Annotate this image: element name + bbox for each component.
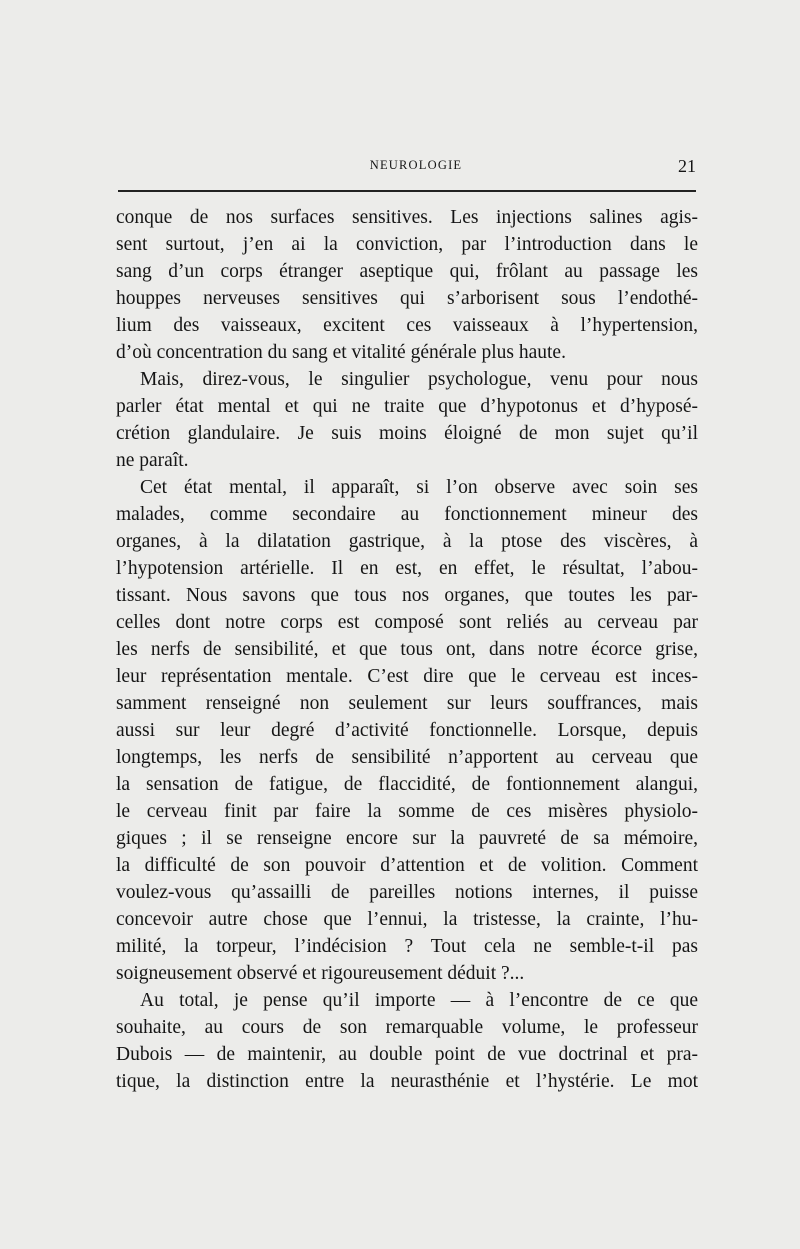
text-line: tique, la distinction entre la neurasthénie et l’hystérie. Le mot bbox=[116, 1071, 698, 1092]
text-line: lium des vaisseaux, excitent ces vaisseaux à l’hypertension, bbox=[116, 315, 698, 336]
text-line: Mais, direz-vous, le singulier psychologue, venu pour nous bbox=[140, 369, 698, 390]
text-line: le cerveau finit par faire la somme de ces misères physiolo- bbox=[116, 801, 698, 822]
page-header bbox=[118, 158, 696, 184]
text-line: l’hypotension artérielle. Il en est, en effet, le résultat, l’abou- bbox=[116, 558, 698, 579]
text-line: leur représentation mentale. C’est dire que le cerveau est inces- bbox=[116, 666, 698, 687]
text-line: la sensation de fatigue, de flaccidité, de fontionnement alangui, bbox=[116, 774, 698, 795]
text-line: ne paraît. bbox=[116, 450, 189, 471]
text-line: Dubois — de maintenir, au double point de vue doctrinal et pra- bbox=[116, 1044, 698, 1065]
text-line: longtemps, les nerfs de sensibilité n’apportent au cerveau que bbox=[116, 747, 698, 768]
text-line: Au total, je pense qu’il importe — à l’encontre de ce que bbox=[140, 990, 698, 1011]
text-line: giques ; il se renseigne encore sur la pauvreté de sa mémoire, bbox=[116, 828, 698, 849]
text-line: les nerfs de sensibilité, et que tous ont, dans notre écorce grise, bbox=[116, 639, 698, 660]
text-line: samment renseigné non seulement sur leurs souffrances, mais bbox=[116, 693, 698, 714]
text-line: aussi sur leur degré d’activité fonctionnelle. Lorsque, depuis bbox=[116, 720, 698, 741]
page-number: 21 bbox=[678, 156, 696, 176]
text-line: Cet état mental, il apparaît, si l’on observe avec soin ses bbox=[140, 477, 698, 498]
text-line: d’où concentration du sang et vitalité générale plus haute. bbox=[116, 342, 566, 363]
header-rule bbox=[118, 190, 696, 192]
text-line: concevoir autre chose que l’ennui, la tristesse, la crainte, l’hu- bbox=[116, 909, 698, 930]
text-line: tissant. Nous savons que tous nos organes, que toutes les par- bbox=[116, 585, 698, 606]
text-line: organes, à la dilatation gastrique, à la ptose des viscères, à bbox=[116, 531, 698, 552]
text-line: malades, comme secondaire au fonctionnement mineur des bbox=[116, 504, 698, 525]
text-line: crétion glandulaire. Je suis moins éloigné de mon sujet qu’il bbox=[116, 423, 698, 444]
text-line: parler état mental et qui ne traite que d’hypotonus et d’hyposé- bbox=[116, 396, 698, 417]
text-line: houppes nerveuses sensitives qui s’arborisent sous l’endothé- bbox=[116, 288, 698, 309]
text-line: la difficulté de son pouvoir d’attention et de volition. Comment bbox=[116, 855, 698, 876]
text-line: celles dont notre corps est composé sont reliés au cerveau par bbox=[116, 612, 698, 633]
running-head: NEUROLOGIE bbox=[369, 158, 463, 172]
text-line: sang d’un corps étranger aseptique qui, frôlant au passage les bbox=[116, 261, 698, 282]
body-text bbox=[116, 204, 698, 1095]
text-line: milité, la torpeur, l’indécision ? Tout cela ne semble-t-il pas bbox=[116, 936, 698, 957]
text-line: soigneusement observé et rigoureusement déduit ?... bbox=[116, 963, 525, 984]
text-line: sent surtout, j’en ai la conviction, par l’introduction dans le bbox=[116, 234, 698, 255]
text-line: voulez-vous qu’assailli de pareilles notions internes, il puisse bbox=[116, 882, 698, 903]
text-line: conque de nos surfaces sensitives. Les injections salines agis- bbox=[116, 207, 698, 228]
text-line: souhaite, au cours de son remarquable volume, le professeur bbox=[116, 1017, 698, 1038]
